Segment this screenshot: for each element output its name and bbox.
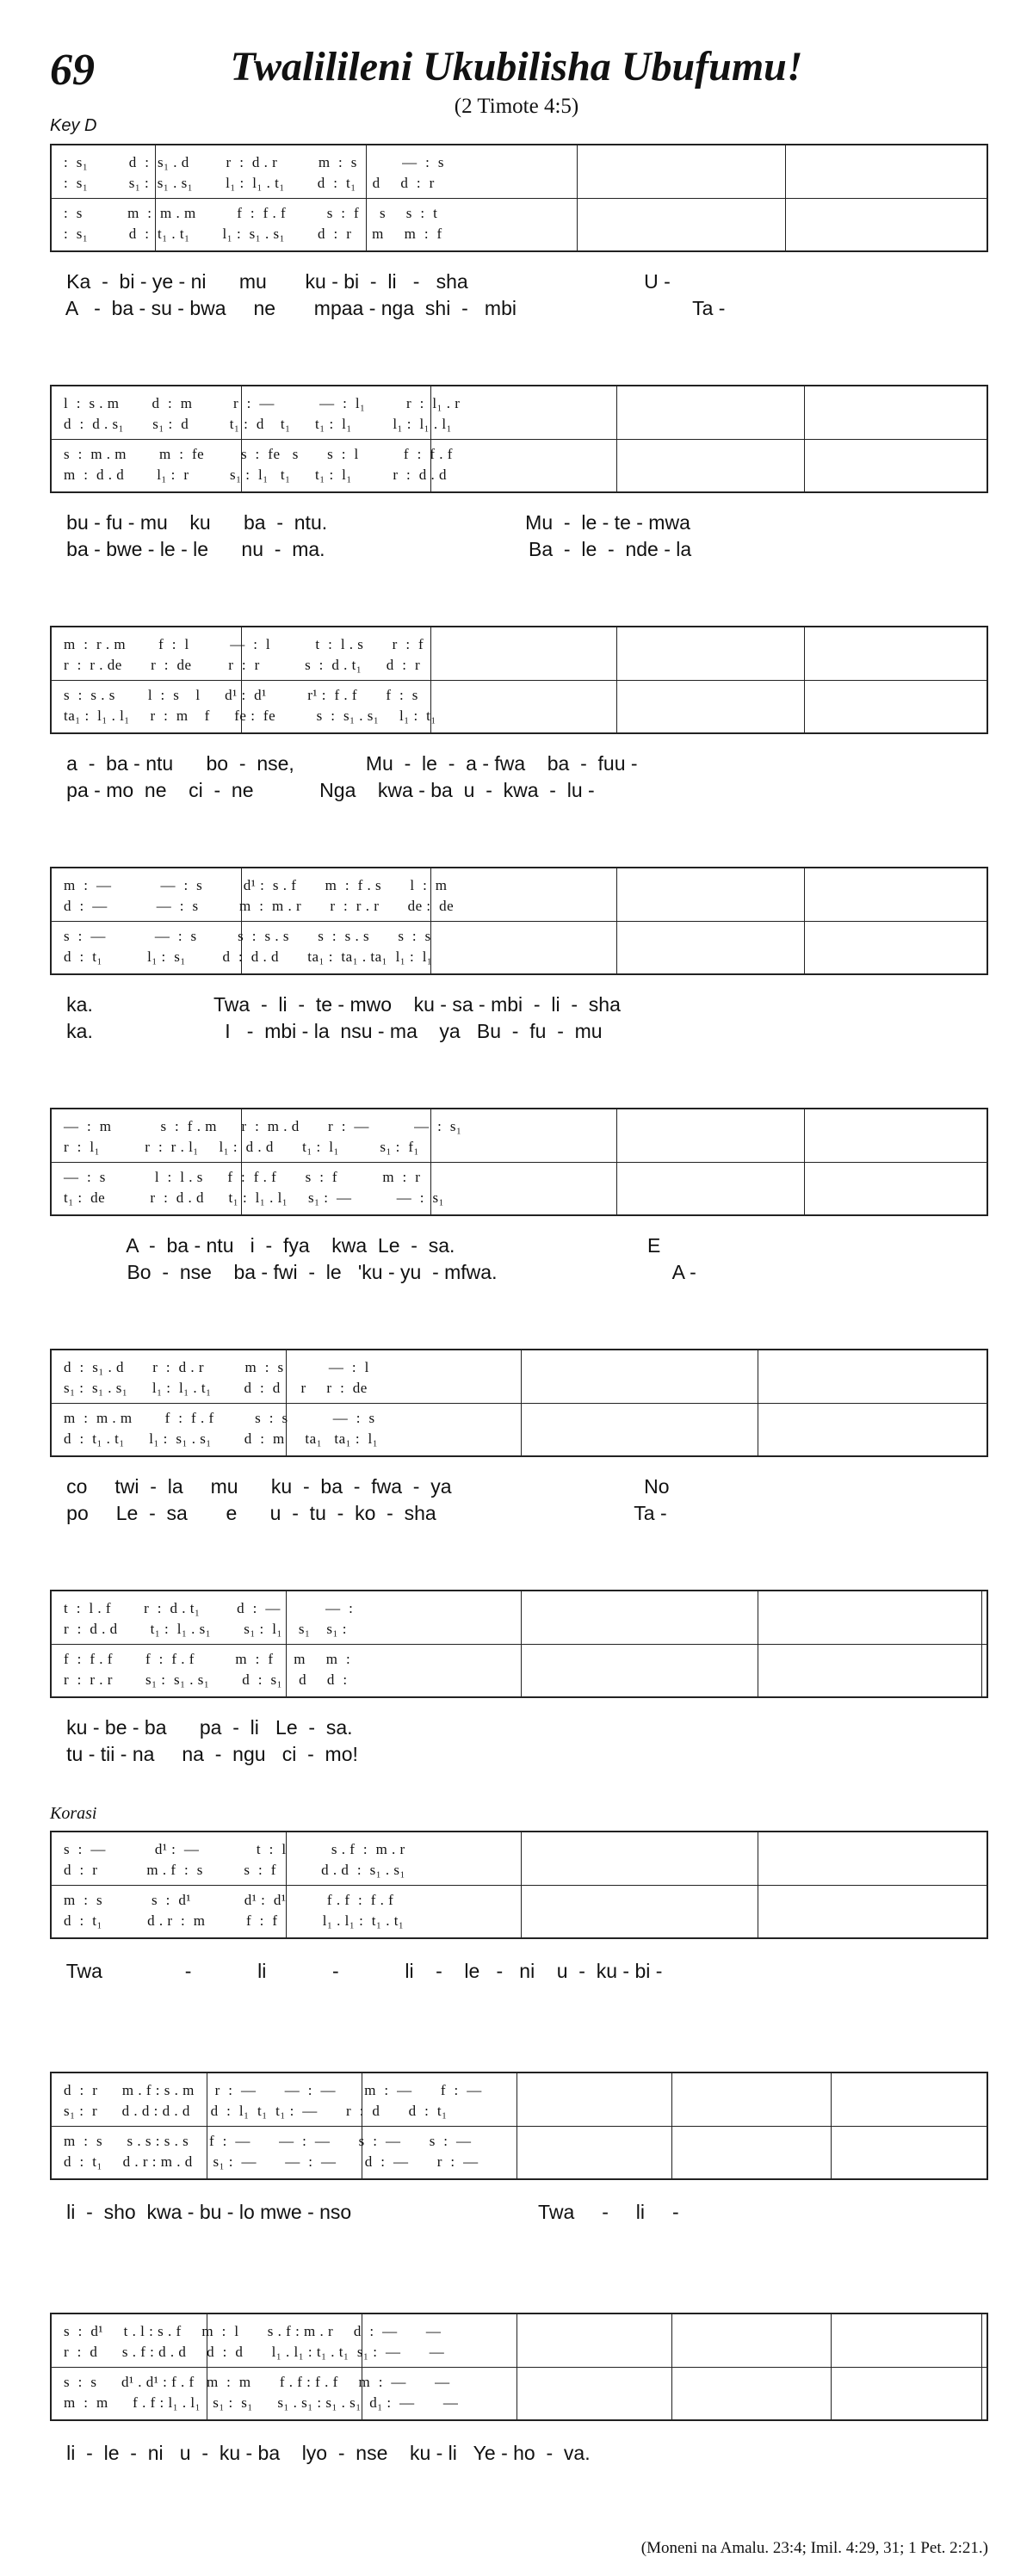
lyric-verse-1: co twi - la mu ku - ba - fwa - ya No <box>50 1475 670 1498</box>
bass-line: d : t₁ l₁ : s₁ d : d . d ta₁ : ta₁ . ta₁ l₁ : l₁ <box>64 948 433 965</box>
alto-line: d : — — : s m : m . r r : r . r de : de <box>64 897 455 914</box>
soprano-line: s : d¹ t . l : s . f m : l s . f : m . r d : — — <box>64 2323 442 2340</box>
music-system-7 <box>50 1590 988 1698</box>
lyric-verse-2: ka. I - mbi - la nsu - ma ya Bu - fu - mu <box>50 1020 603 1042</box>
alto-line: r : d s . f : d . d d : d l₁ . l₁ : t₁ . t₁ s₁ : — — <box>64 2343 445 2360</box>
song-title: Twalilileni Ukubilisha Ubufumu! <box>230 44 803 90</box>
soprano-line: d : r m . f : s . m r : — — : — m : — f : — <box>64 2082 482 2099</box>
lyric-verse-2: A - ba - su - bwa ne mpaa - nga shi - mbi Ta - <box>50 297 726 319</box>
chorus-label: Korasi <box>50 1804 97 1823</box>
lyric-verse-2: tu - tii - na na - ngu ci - mo! <box>50 1743 358 1765</box>
tenor-line: : s m : m . m f : f . f s : f s s : t <box>64 205 438 222</box>
soprano-line: m : r . m f : l — : l t : l . s r : f <box>64 636 424 653</box>
music-system-1 <box>50 144 988 252</box>
lyric-verse-1: ka. Twa - li - te - mwo ku - sa - mbi - li - sha <box>50 993 621 1016</box>
alto-line: r : d . d t₁ : l₁ . s₁ s₁ : l₁ s₁ s₁ : <box>64 1620 347 1637</box>
soprano-line: t : l . f r : d . t₁ d : — — : <box>64 1600 354 1617</box>
alto-line: s₁ : r d . d : d . d d : l₁ t₁ t₁ : — r : d d : t₁ <box>64 2102 448 2119</box>
soprano-line: s : — d¹ : — t : l s . f : m . r <box>64 1841 405 1858</box>
alto-line: r : r . de r : de r : r s : d . t₁ d : r <box>64 656 421 673</box>
lyric-verse-1: a - ba - ntu bo - nse, Mu - le - a - fwa ba - fuu - <box>50 752 638 775</box>
lyric-verse-1: bu - fu - mu ku ba - ntu. Mu - le - te - mwa <box>50 511 690 534</box>
tenor-line: s : s d¹ . d¹ : f . f m : m f . f : f . f m : — — <box>64 2374 450 2391</box>
song-number: 69 <box>50 46 95 95</box>
alto-line: : s₁ s₁ : s₁ . s₁ l₁ : l₁ . t₁ d : t₁ d d : r <box>64 174 435 191</box>
tenor-line: m : m . m f : f . f s : s — : s <box>64 1410 375 1427</box>
tenor-line: s : m . m m : fe s : fe s s : l f : f . f <box>64 446 453 463</box>
tenor-line: f : f . f f : f . f m : f m m : <box>64 1651 351 1668</box>
key-signature: Key D <box>50 116 97 135</box>
bass-line: d : t₁ d . r : m f : f l₁ . l₁ : t₁ . t₁ <box>64 1912 405 1929</box>
soprano-line: l : s . m d : m r : — — : l₁ r : l₁ . r <box>64 395 461 412</box>
lyric-chorus: Twa - li - li - le - ni u - ku - bi - <box>50 1960 663 1982</box>
tenor-line: m : s s : d¹ d¹ : d¹ f . f : f . f <box>64 1892 394 1909</box>
tenor-line: — : s l : l . s f : f . f s : f m : r <box>64 1169 421 1186</box>
bass-line: d : t₁ . t₁ l₁ : s₁ . s₁ d : m ta₁ ta₁ : l₁ <box>64 1430 379 1447</box>
lyric-chorus: li - sho kwa - bu - lo mwe - nso Twa - li - <box>50 2201 679 2223</box>
bass-line: m : d . d l₁ : r s₁ : l₁ t₁ t₁ : l₁ r : d . d <box>64 466 447 483</box>
lyric-verse-1: ku - be - ba pa - li Le - sa. <box>50 1716 353 1739</box>
lyric-verse-1: A - ba - ntu i - fya kwa Le - sa. E <box>50 1234 661 1257</box>
music-system-8 <box>50 1831 988 1939</box>
tenor-line: s : — — : s s : s . s s : s . s s : s <box>64 928 431 945</box>
soprano-line: d : s₁ . d r : d . r m : s — : l <box>64 1359 369 1376</box>
lyric-verse-2: po Le - sa e u - tu - ko - sha Ta - <box>50 1502 667 1524</box>
scripture-footnote: (Moneni na Amalu. 23:4; Imil. 4:29, 31; 1 Pet. 2:21.) <box>640 2539 988 2557</box>
lyric-verse-2: ba - bwe - le - le nu - ma. Ba - le - nde - la <box>50 538 692 560</box>
bass-line: d : t₁ d . r : m . d s₁ : — — : — d : — r : — <box>64 2153 479 2170</box>
tenor-line: m : s s . s : s . s f : — — : — s : — s : — <box>64 2133 472 2150</box>
music-system-2 <box>50 385 988 493</box>
lyric-verse-2: pa - mo ne ci - ne Nga kwa - ba u - kwa - lu - <box>50 779 595 801</box>
music-system-5 <box>50 1108 988 1216</box>
bass-line: ta₁ : l₁ . l₁ r : m f fe : fe s : s₁ . s₁ l₁ : t₁ <box>64 707 436 724</box>
music-system-3 <box>50 626 988 734</box>
music-system-4 <box>50 867 988 975</box>
bass-line: t₁ : de r : d . d t₁ : l₁ . l₁ s₁ : — — : s₁ <box>64 1189 445 1206</box>
alto-line: s₁ : s₁ . s₁ l₁ : l₁ . t₁ d : d r r : de <box>64 1379 368 1396</box>
lyric-chorus: li - le - ni u - ku - ba lyo - nse ku - li Ye - ho - va. <box>50 2442 591 2464</box>
scripture-reference: (2 Timote 4:5) <box>454 95 579 118</box>
lyric-verse-1: Ka - bi - ye - ni mu ku - bi - li - sha U - <box>50 270 671 293</box>
alto-line: d : d . s₁ s₁ : d t₁ : d t₁ t₁ : l₁ l₁ : l₁ . l₁ <box>64 415 452 432</box>
bass-line: r : r . r s₁ : s₁ . s₁ d : s₁ d d : <box>64 1671 348 1688</box>
soprano-line: m : — — : s d¹ : s . f m : f . s l : m <box>64 877 448 894</box>
music-system-10 <box>50 2313 988 2421</box>
bass-line: m : m f . f : l₁ . l₁ s₁ : s₁ s₁ . s₁ : s₁ . s₁ d₁ : — — <box>64 2394 459 2411</box>
tenor-line: s : s . s l : s l d¹ : d¹ r¹ : f . f f : s <box>64 687 418 704</box>
soprano-line: — : m s : f . m r : m . d r : — — : s₁ <box>64 1118 462 1135</box>
soprano-line: : s₁ d : s₁ . d r : d . r m : s — : s <box>64 154 444 171</box>
alto-line: d : r m . f : s s : f d . d : s₁ . s₁ <box>64 1861 405 1878</box>
music-system-9 <box>50 2072 988 2180</box>
music-system-6 <box>50 1349 988 1457</box>
alto-line: r : l₁ r : r . l₁ l₁ : d . d t₁ : l₁ s₁ : f₁ <box>64 1138 419 1155</box>
lyric-verse-2: Bo - nse ba - fwi - le 'ku - yu - mfwa. A - <box>50 1261 696 1283</box>
bass-line: : s₁ d : t₁ . t₁ l₁ : s₁ . s₁ d : r m m : f <box>64 225 442 242</box>
